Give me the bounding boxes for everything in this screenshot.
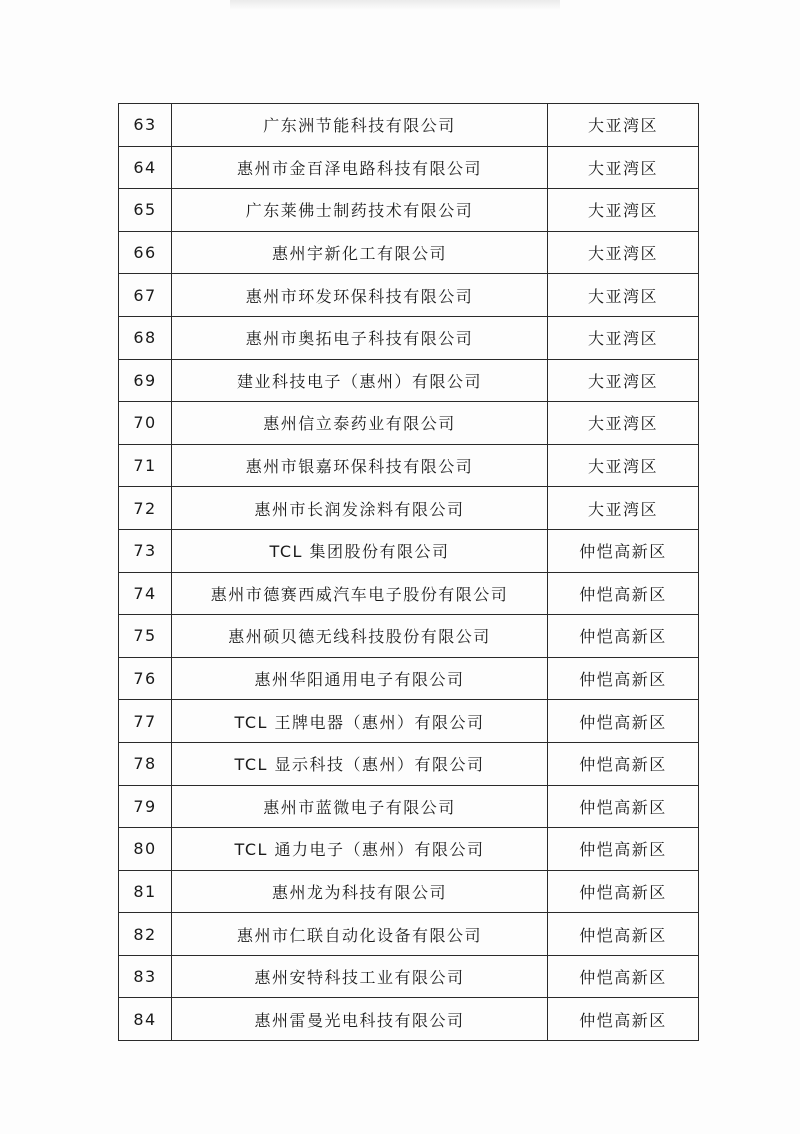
company-list-table — [118, 103, 699, 1041]
row-number: 63 — [119, 104, 172, 147]
row-number: 68 — [119, 316, 172, 359]
company-name: 惠州市仁联自动化设备有限公司 — [172, 913, 548, 956]
table-row — [119, 955, 699, 998]
row-number: 70 — [119, 402, 172, 445]
row-number: 64 — [119, 146, 172, 189]
company-name: 惠州市银嘉环保科技有限公司 — [172, 444, 548, 487]
district: 大亚湾区 — [548, 402, 699, 445]
company-name: 惠州市环发环保科技有限公司 — [172, 274, 548, 317]
district: 大亚湾区 — [548, 189, 699, 232]
row-number: 73 — [119, 529, 172, 572]
company-name: 惠州市德赛西威汽车电子股份有限公司 — [172, 572, 548, 615]
row-number: 84 — [119, 998, 172, 1041]
row-number: 72 — [119, 487, 172, 530]
row-number: 82 — [119, 913, 172, 956]
district: 仲恺高新区 — [548, 742, 699, 785]
district: 大亚湾区 — [548, 444, 699, 487]
row-number: 77 — [119, 700, 172, 743]
district: 仲恺高新区 — [548, 913, 699, 956]
row-number: 79 — [119, 785, 172, 828]
district: 大亚湾区 — [548, 487, 699, 530]
table-row — [119, 402, 699, 445]
table-row — [119, 316, 699, 359]
company-name: 惠州宇新化工有限公司 — [172, 231, 548, 274]
table-row — [119, 359, 699, 402]
company-name: TCL 显示科技（惠州）有限公司 — [172, 742, 548, 785]
district: 大亚湾区 — [548, 146, 699, 189]
company-name: TCL 通力电子（惠州）有限公司 — [172, 828, 548, 871]
company-name: 广东洲节能科技有限公司 — [172, 104, 548, 147]
table-row — [119, 146, 699, 189]
district: 仲恺高新区 — [548, 572, 699, 615]
company-name: 惠州华阳通用电子有限公司 — [172, 657, 548, 700]
row-number: 81 — [119, 870, 172, 913]
row-number: 75 — [119, 615, 172, 658]
district: 仲恺高新区 — [548, 615, 699, 658]
table-row — [119, 104, 699, 147]
company-name: 惠州龙为科技有限公司 — [172, 870, 548, 913]
row-number: 66 — [119, 231, 172, 274]
table-row — [119, 615, 699, 658]
district: 大亚湾区 — [548, 104, 699, 147]
table-row — [119, 828, 699, 871]
table-row — [119, 487, 699, 530]
company-name: TCL 王牌电器（惠州）有限公司 — [172, 700, 548, 743]
row-number: 69 — [119, 359, 172, 402]
district: 仲恺高新区 — [548, 998, 699, 1041]
table-row — [119, 274, 699, 317]
company-name: 惠州市长润发涂料有限公司 — [172, 487, 548, 530]
company-name: 惠州雷曼光电科技有限公司 — [172, 998, 548, 1041]
table-row — [119, 742, 699, 785]
company-name: TCL 集团股份有限公司 — [172, 529, 548, 572]
district: 仲恺高新区 — [548, 785, 699, 828]
scan-bleed-mark — [230, 0, 560, 10]
table-row — [119, 870, 699, 913]
table-body — [119, 104, 699, 1041]
company-name: 惠州市蓝微电子有限公司 — [172, 785, 548, 828]
row-number: 71 — [119, 444, 172, 487]
company-name: 建业科技电子（惠州）有限公司 — [172, 359, 548, 402]
table-row — [119, 785, 699, 828]
company-name: 惠州硕贝德无线科技股份有限公司 — [172, 615, 548, 658]
district: 仲恺高新区 — [548, 700, 699, 743]
district: 仲恺高新区 — [548, 955, 699, 998]
table-row — [119, 231, 699, 274]
company-name: 惠州市金百泽电路科技有限公司 — [172, 146, 548, 189]
row-number: 65 — [119, 189, 172, 232]
table-row — [119, 657, 699, 700]
district: 大亚湾区 — [548, 274, 699, 317]
table-row — [119, 444, 699, 487]
row-number: 83 — [119, 955, 172, 998]
district: 仲恺高新区 — [548, 529, 699, 572]
company-name: 惠州信立泰药业有限公司 — [172, 402, 548, 445]
company-name: 惠州市奥拓电子科技有限公司 — [172, 316, 548, 359]
table-row — [119, 998, 699, 1041]
company-name: 广东莱佛士制药技术有限公司 — [172, 189, 548, 232]
table-row — [119, 913, 699, 956]
row-number: 74 — [119, 572, 172, 615]
row-number: 78 — [119, 742, 172, 785]
district: 大亚湾区 — [548, 316, 699, 359]
district: 仲恺高新区 — [548, 828, 699, 871]
table-row — [119, 572, 699, 615]
table-row — [119, 700, 699, 743]
row-number: 67 — [119, 274, 172, 317]
district: 仲恺高新区 — [548, 657, 699, 700]
company-name: 惠州安特科技工业有限公司 — [172, 955, 548, 998]
table-row — [119, 189, 699, 232]
table-row — [119, 529, 699, 572]
district: 仲恺高新区 — [548, 870, 699, 913]
district: 大亚湾区 — [548, 231, 699, 274]
row-number: 80 — [119, 828, 172, 871]
district: 大亚湾区 — [548, 359, 699, 402]
row-number: 76 — [119, 657, 172, 700]
